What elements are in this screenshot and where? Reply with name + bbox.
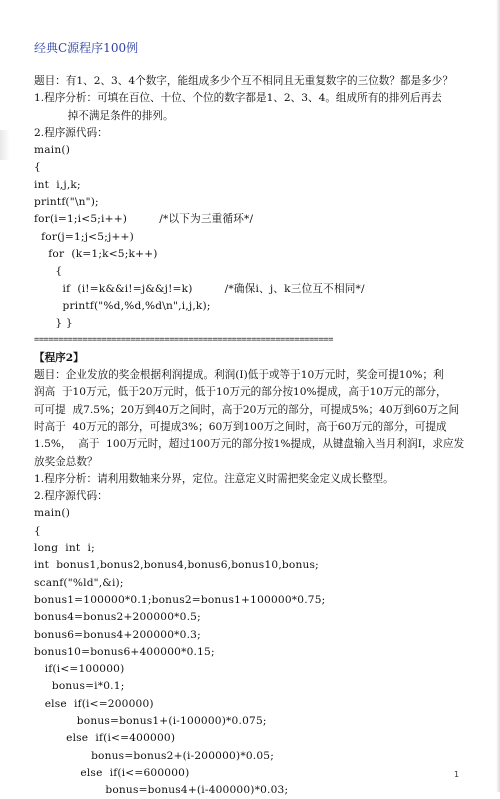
code-line: else if(i<=600000) (34, 766, 190, 779)
code-line: scanf("%ld",&i); (34, 576, 124, 589)
page-number: 1 (454, 770, 460, 779)
document-body (34, 73, 474, 799)
code-line: for(j=1;j<5;j++) (34, 230, 134, 243)
code-line: bonus10=bonus6+400000*0.15; (34, 645, 215, 658)
code-line: else if(i<=400000) (34, 732, 176, 745)
code-line: int bonus1,bonus2,bonus4,bonus6,bonus10,bonus; (34, 559, 319, 572)
text-line: 掉不满足条件的排列。 (34, 109, 174, 122)
code-line: main() (34, 144, 71, 157)
code-line: } } (34, 317, 73, 330)
code-line: int i,j,k; (34, 178, 81, 191)
text-line: 2.程序源代码： (34, 126, 108, 139)
text-line: 润高 于10万元，低于20万元时，低于10万元的部分按10%提成，高于10万元的部分， (34, 386, 447, 399)
code-line: bonus4=bonus2+200000*0.5; (34, 611, 201, 624)
code-line: { (34, 161, 41, 174)
code-line: if (i!=k&&i!=j&&j!=k) /*确保i、j、k三位互不相同*/ (34, 282, 365, 295)
code-line: main() (34, 507, 71, 520)
text-line: 1.程序分析：可填在百位、十位、个位的数字都是1、2、3、4。组成所有的排列后再去 (34, 92, 442, 105)
code-line: bonus6=bonus4+200000*0.3; (34, 628, 201, 641)
code-line: bonus=bonus1+(i-100000)*0.075; (34, 714, 267, 727)
code-line: if(i<=100000) (34, 663, 125, 676)
code-line: for (k=1;k<5;k++) (34, 247, 158, 260)
text-line: 时高于 40万元的部分，可提成3%；60万到100万之间时，高于60万元的部分，可提成 (34, 420, 447, 433)
code-line: bonus1=100000*0.1;bonus2=bonus1+100000*0.75; (34, 593, 326, 606)
document-title: 经典C源程序100例 (34, 41, 139, 55)
code-line: bonus=bonus4+(i-400000)*0.03; (34, 784, 289, 797)
page-left-shadow (0, 130, 10, 160)
text-line: 放奖金总数？ (34, 455, 98, 468)
text-line: 题目：有1、2、3、4个数字，能组成多少个互不相同且无重复数字的三位数？都是多少？ (34, 75, 453, 87)
code-line: else if(i<=200000) (34, 697, 154, 710)
code-line: printf("%d,%d,%d\n",i,j,k); (34, 299, 211, 312)
code-line: printf("\n"); (34, 196, 99, 209)
text-line: 题目：企业发放的奖金根据利润提成。利润(I)低于或等于10万元时，奖金可提10%；利 (34, 369, 444, 382)
code-line: { (34, 524, 41, 537)
section-divider: ============================================================== (34, 335, 334, 346)
code-line: long int i; (34, 542, 95, 555)
code-line: for(i=1;i<5;i++) /*以下为三重循环*/ (34, 213, 254, 226)
text-line: 1.程序分析：请利用数轴来分界，定位。注意定义时需把奖金定义成长整型。 (34, 472, 394, 485)
section-heading: 【程序2】 (34, 351, 84, 364)
text-line: 可可提 成7.5%；20万到40万之间时，高于20万元的部分，可提成5%；40万到60万之间 (34, 403, 460, 416)
code-line: { (34, 265, 63, 278)
code-line: bonus=i*0.1; (34, 680, 125, 693)
code-line: bonus=bonus2+(i-200000)*0.05; (34, 749, 274, 762)
page-right-shadow (496, 0, 500, 792)
text-line: 2.程序源代码： (34, 490, 108, 503)
text-line: 1.5%， 高于 100万元时，超过100万元的部分按1%提成，从键盘输入当月利润I，求应发 (34, 438, 465, 451)
